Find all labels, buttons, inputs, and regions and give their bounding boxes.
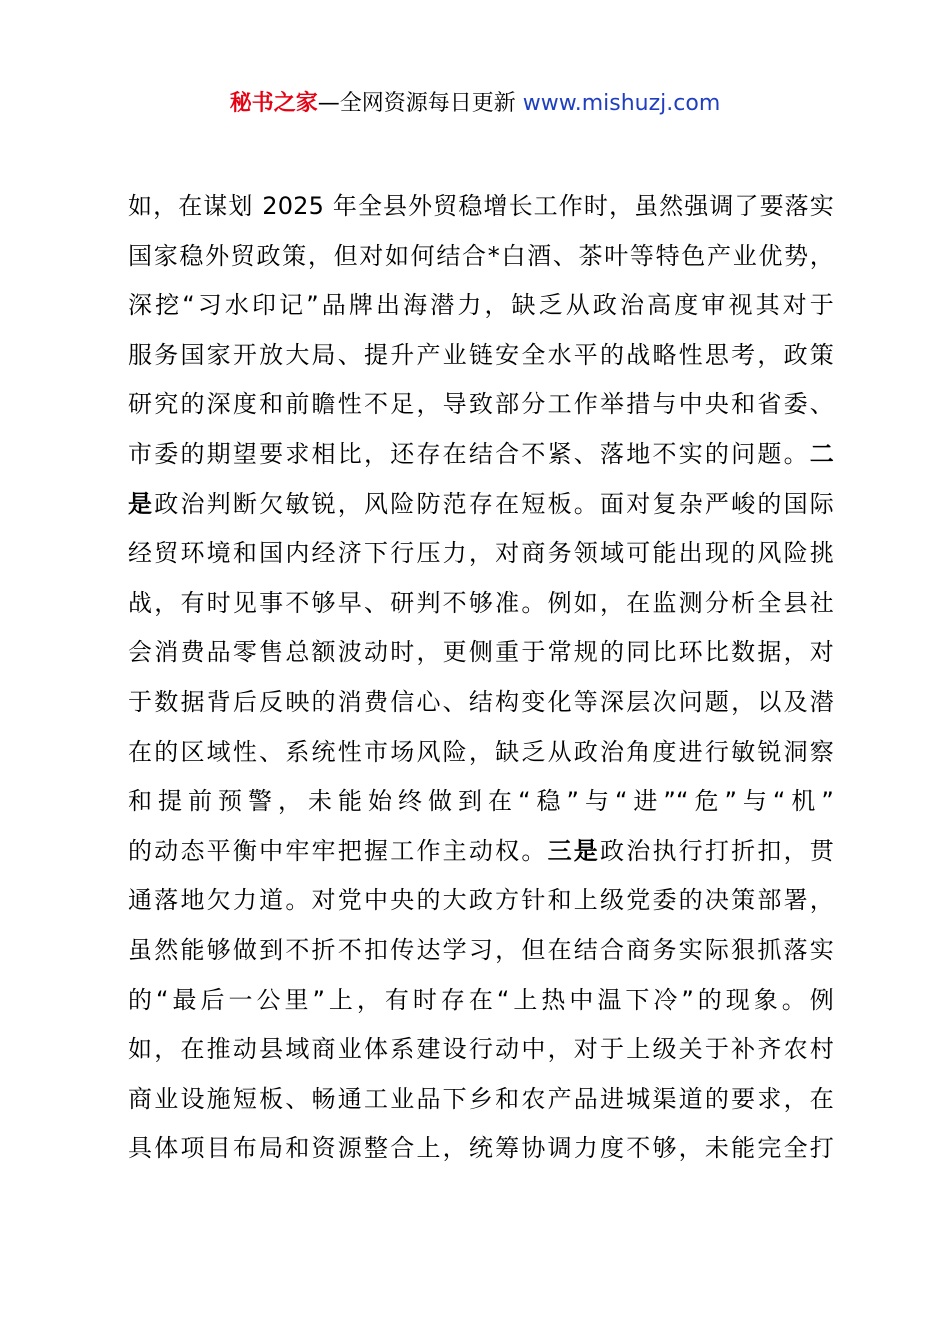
text-line	[128, 331, 834, 381]
text-line	[128, 182, 834, 232]
text-segment: 政治执行打折扣，贯	[600, 836, 834, 865]
text-segment: 商业设施短板、畅通工业品下乡和农产品进城渠道的要求，在	[128, 1084, 834, 1113]
brand-name: 秘书之家	[229, 91, 318, 116]
text-line	[128, 827, 834, 877]
header-tagline: —全网资源每日更新	[317, 91, 523, 116]
text-line	[128, 380, 834, 430]
text-segment: 国家稳外贸政策，但对如何结合*白酒、茶叶等特色产业优势，	[128, 241, 834, 270]
text-segment: 通落地欠力道。对党中央的大政方针和上级党委的决策部署，	[128, 886, 834, 915]
text-segment: 如，在谋划 2025 年全县外贸稳增长工作时，虽然强调了要落实	[128, 192, 834, 220]
text-segment: 服务国家开放大局、提升产业链安全水平的战略性思考，政策	[128, 340, 834, 369]
text-segment: 政治判断欠敏锐，风险防范存在短板。面对复杂严峻的国际	[154, 489, 835, 518]
text-segment: 深挖“习水印记”品牌出海潜力，缺乏从政治高度审视其对于	[128, 291, 834, 320]
text-segment: 于数据背后反映的消费信心、结构变化等深层次问题，以及潜	[128, 687, 834, 716]
site-header	[0, 86, 950, 122]
text-line	[128, 728, 834, 778]
text-line	[128, 281, 834, 331]
bold-text-segment: 三是	[547, 836, 601, 865]
text-segment: 会消费品零售总额波动时，更侧重于常规的同比环比数据，对	[128, 638, 834, 667]
text-line	[128, 1075, 834, 1125]
document-body	[128, 182, 834, 1174]
text-segment: 虽然能够做到不折不扣传达学习，但在结合商务实际狠抓落实	[128, 935, 834, 964]
text-segment: 如，在推动县域商业体系建设行动中，对于上级关于补齐农村	[128, 1035, 834, 1064]
text-line	[128, 1124, 834, 1174]
site-url-link[interactable]: www.mishuzj.com	[522, 91, 721, 116]
text-segment: 的动态平衡中牢牢把握工作主动权。	[128, 836, 548, 865]
bold-text-segment: 是	[128, 489, 155, 518]
text-segment: 的“最后一公里”上，有时存在“上热中温下冷”的现象。例	[128, 985, 834, 1014]
text-segment: 在的区域性、系统性市场风险，缺乏从政治角度进行敏锐洞察	[128, 737, 834, 766]
text-segment: 具体项目布局和资源整合上，统筹协调力度不够，未能完全打	[128, 1134, 834, 1163]
text-line	[128, 678, 834, 728]
text-segment: 和提前预警，未能始终做到在“稳”与“进”“危”与“机”	[128, 787, 834, 816]
text-line	[128, 430, 834, 480]
text-line	[128, 579, 834, 629]
text-line	[128, 876, 834, 926]
text-line	[128, 926, 834, 976]
text-segment: 市委的期望要求相比，还存在结合不紧、落地不实的问题。	[128, 439, 810, 468]
text-line	[128, 480, 834, 530]
text-line	[128, 232, 834, 282]
text-line	[128, 529, 834, 579]
text-line	[128, 628, 834, 678]
bold-text-segment: 二	[809, 439, 834, 468]
text-segment: 战，有时见事不够早、研判不够准。例如，在监测分析全县社	[128, 588, 834, 617]
text-line	[128, 976, 834, 1026]
text-line	[128, 1025, 834, 1075]
text-line	[128, 777, 834, 827]
text-segment: 经贸环境和国内经济下行压力，对商务领域可能出现的风险挑	[128, 539, 834, 568]
text-segment: 研究的深度和前瞻性不足，导致部分工作举措与中央和省委、	[128, 390, 834, 419]
